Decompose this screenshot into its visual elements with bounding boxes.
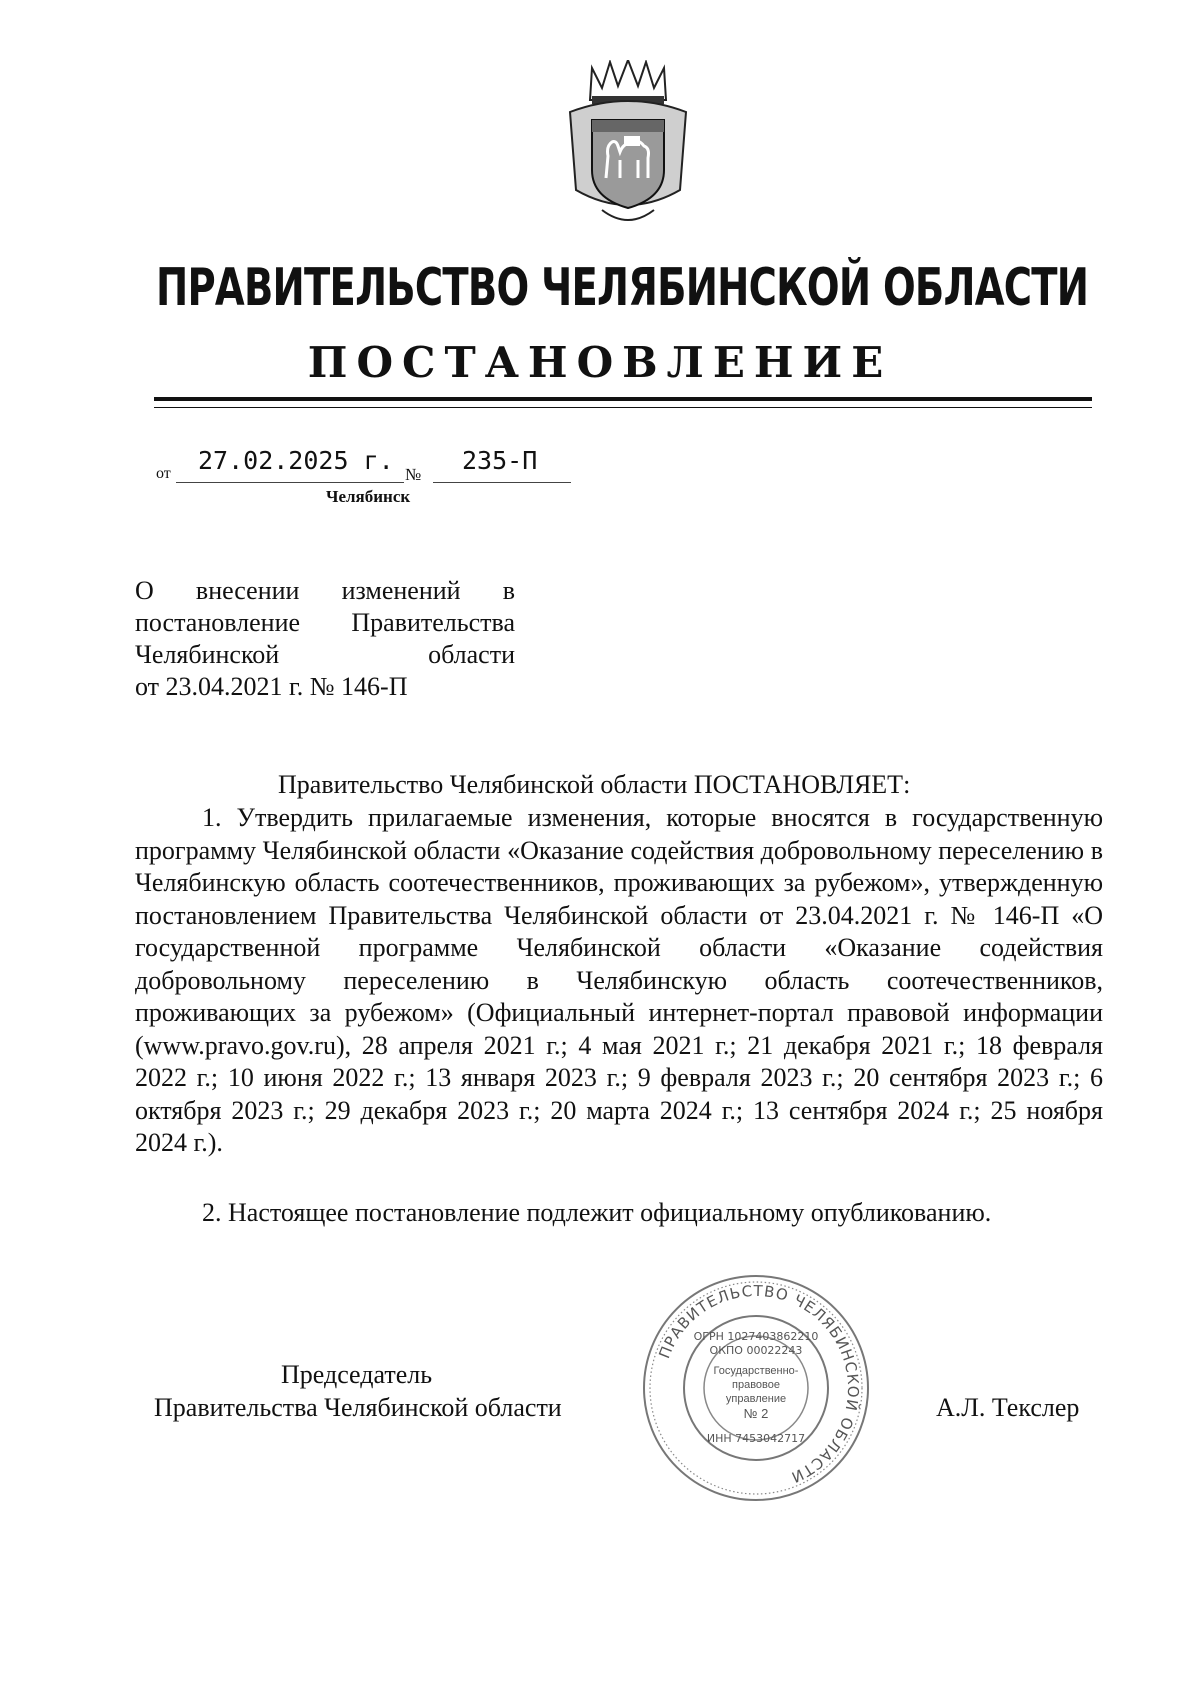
signatory-role-line2: Правительства Челябинской области (154, 1393, 562, 1422)
document-number: 235-П (462, 446, 538, 475)
seal-outer-text: ПРАВИТЕЛЬСТВО ЧЕЛЯБИНСКОЙ ОБЛАСТИ (655, 1281, 863, 1487)
clause-1-text: 1. Утвердить прилагаемые изменения, которые вносятся в государственную программу Челябинской области «Оказание содействия добровольному переселению в Челябинскую область соотечественников, проживающих за рубежом», утвержденную постановлением Правительства Челябинской области от 23.04.2021 г. № 146-П «О государственной программе Челябинской области «Оказание содействия добровольному переселению в Челябинскую область соотечественников, проживающих за рубежом» (Официальный интернет-портал правовой информации (www.pravo.gov.ru), 28 апреля 2021 г.; 4 мая 2021 г.; 21 декабря 2021 г.; 18 февраля 2022 г.; 10 июня 2022 г.; 13 января 2023 г.; 9 февраля 2023 г.; 20 сентября 2023 г.; 6 октября 2023 г.; 29 декабря 2023 г.; 20 марта 2024 г.; 13 сентября 2024 г.; 25 ноября 2024 г.). (135, 803, 1103, 1157)
document-subject (135, 575, 515, 703)
city: Челябинск (326, 487, 411, 506)
seal-ogrn: ОГРН 1027403862210 (693, 1330, 819, 1343)
number-underline (433, 482, 571, 483)
signatory-name: А.Л. Текслер (936, 1393, 1080, 1422)
subject-line: от 23.04.2021 г. № 146-П (135, 672, 408, 701)
date-prefix: от (156, 465, 171, 482)
clause-1 (135, 802, 1103, 1160)
subject-line: Челябинской области (135, 640, 515, 669)
seal-center-line1: Государственно- (713, 1365, 799, 1377)
seal-center-line4: № 2 (743, 1406, 769, 1421)
seal-center-line3: управление (725, 1393, 787, 1405)
seal-center-line2: правовое (732, 1379, 780, 1391)
number-sign: № (405, 465, 422, 484)
government-title: ПРАВИТЕЛЬСТВО ЧЕЛЯБИНСКОЙ ОБЛАСТИ (156, 258, 1089, 318)
official-seal-icon (640, 1272, 872, 1504)
document-date: 27.02.2025 г. (198, 446, 394, 475)
subject-line: постановление Правительства (135, 608, 515, 637)
resolution-lead: Правительство Челябинской области ПОСТАНОВЛЯЕТ: (278, 770, 911, 799)
date-underline (176, 482, 404, 483)
document-type: ПОСТАНОВЛЕНИЕ (307, 338, 893, 387)
subject-line: О внесении изменений в (135, 576, 515, 605)
header-rule-thick (154, 397, 1092, 401)
signatory-role-line1: Председатель (281, 1360, 433, 1389)
clause-2: 2. Настоящее постановление подлежит официальному опубликованию. (202, 1198, 992, 1227)
coat-of-arms-icon (562, 60, 694, 230)
seal-inn: ИНН 7453042717 (706, 1432, 806, 1445)
header-rule-thin (154, 407, 1092, 408)
seal-okpo: ОКПО 00022243 (709, 1344, 803, 1357)
